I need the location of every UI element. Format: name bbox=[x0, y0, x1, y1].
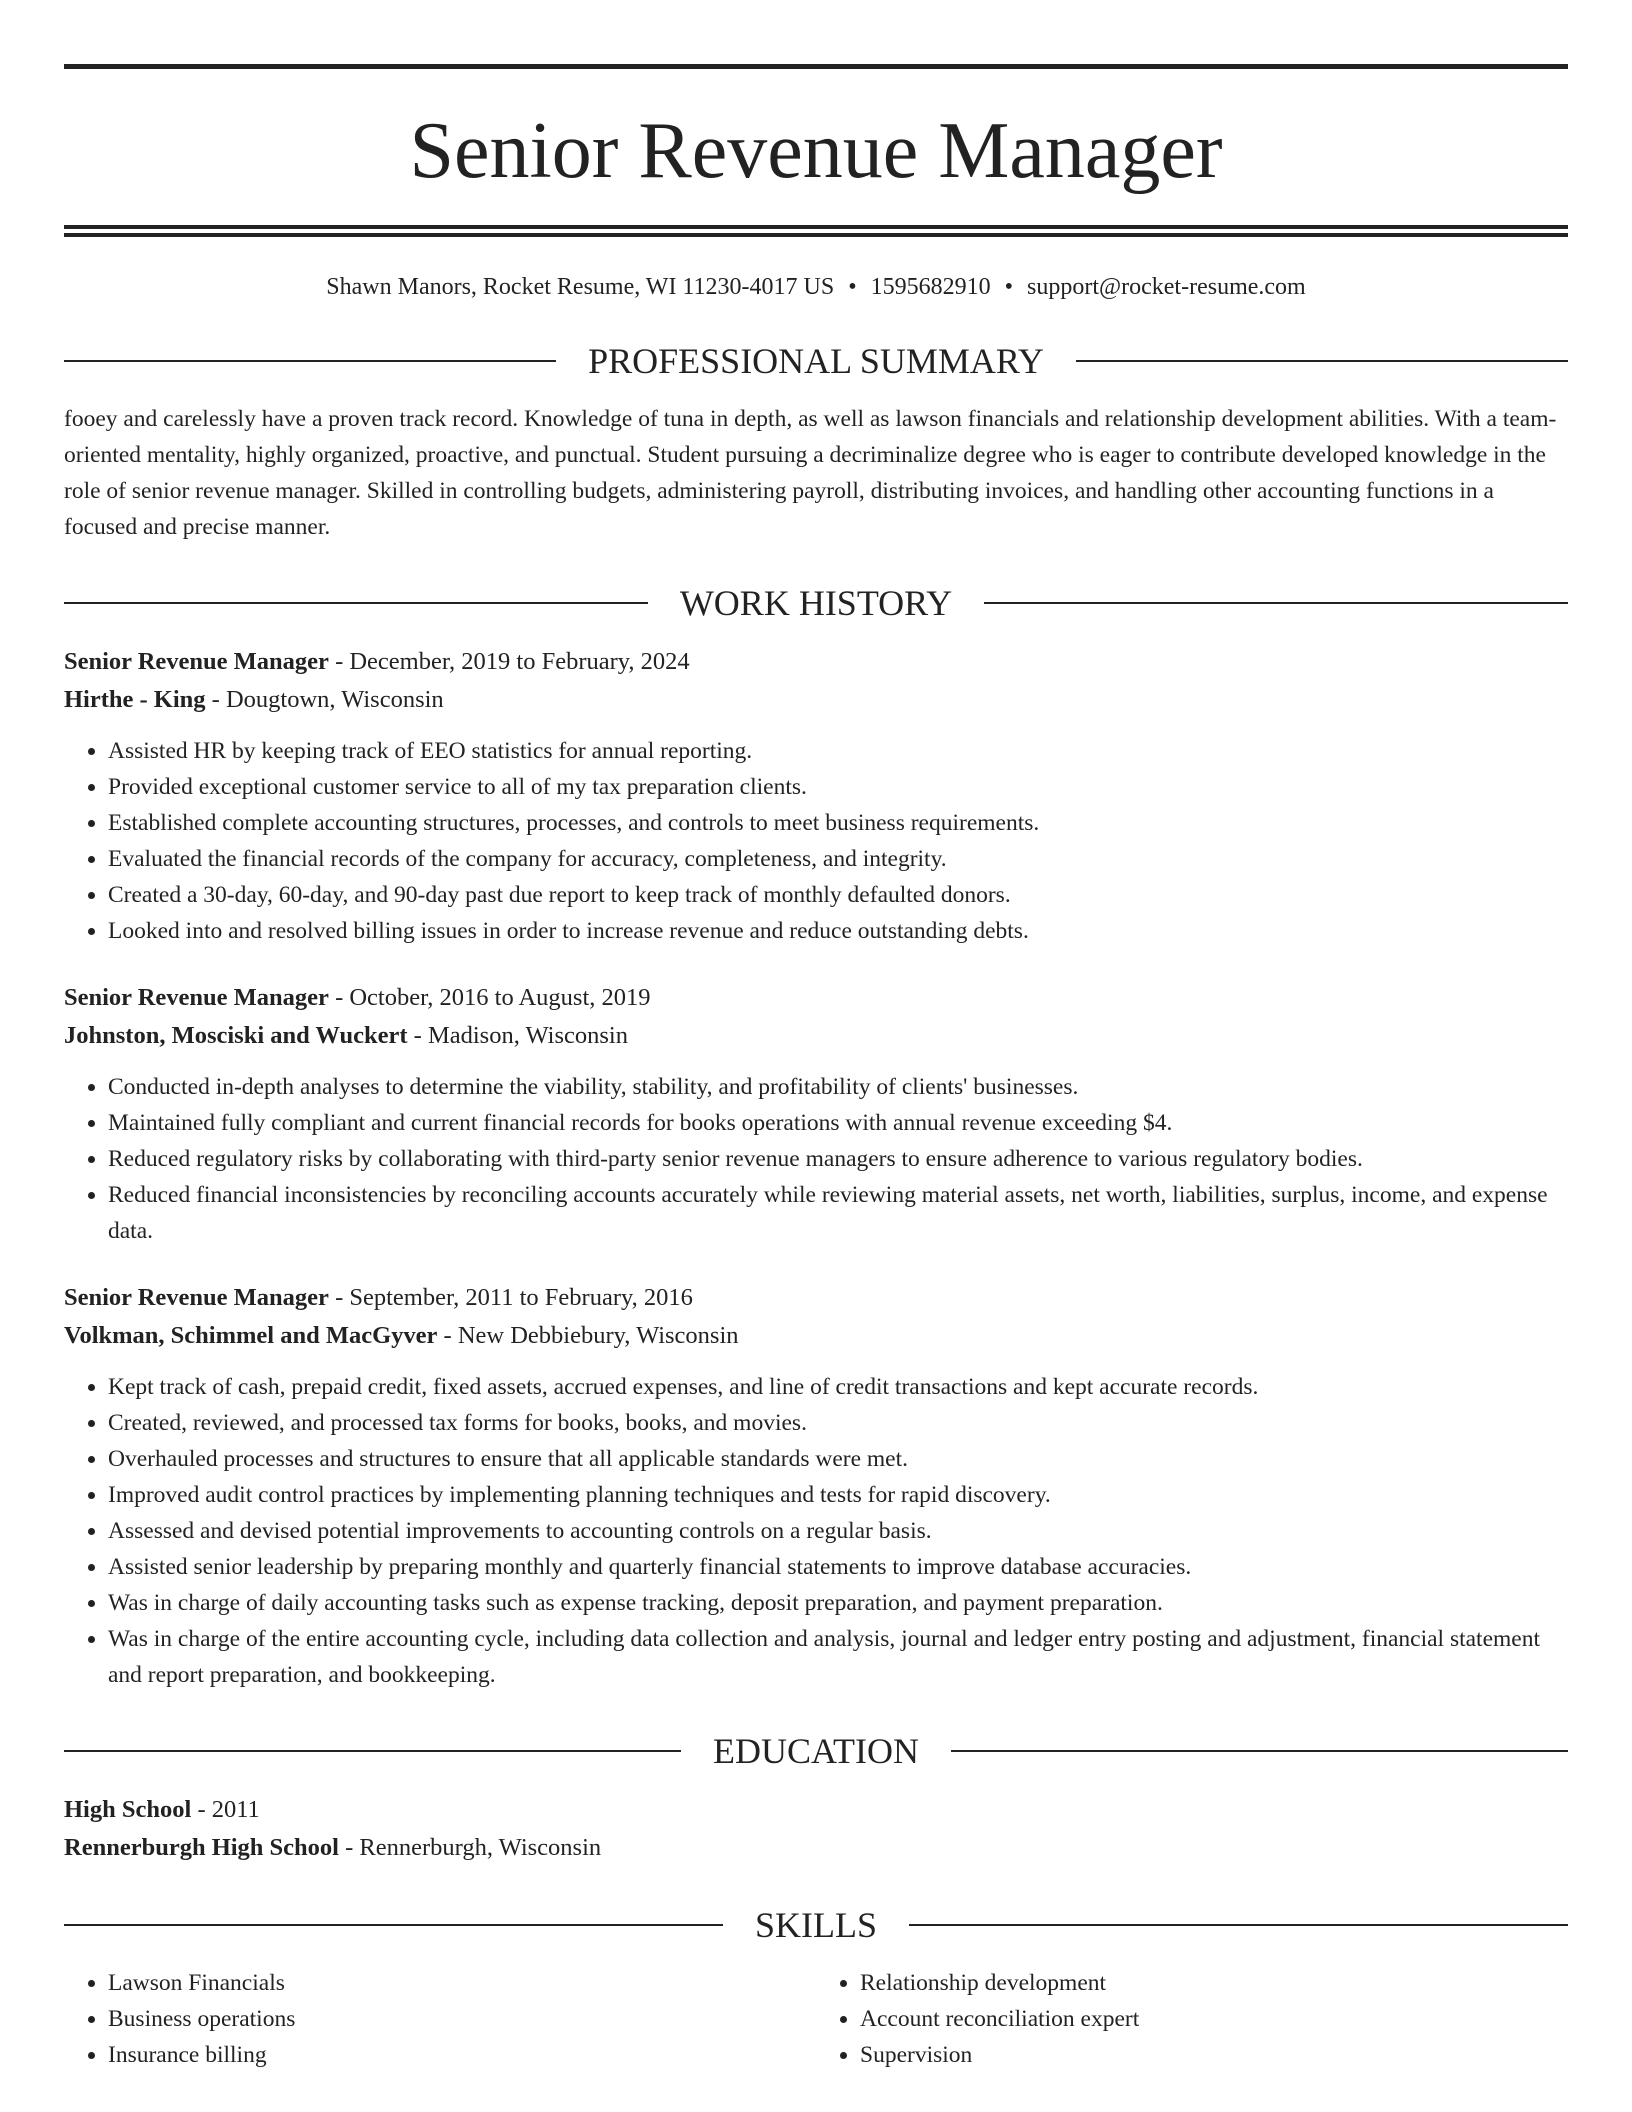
job-duty-item: • Conducted in-depth analyses to determine the viability, stability, and profitability of clients' businesses. bbox=[108, 1069, 1568, 1105]
job-duty-item: • Established complete accounting structures, processes, and controls to meet business requirements. bbox=[108, 805, 1568, 841]
job-company-line bbox=[64, 1317, 1568, 1355]
job-entry bbox=[64, 1279, 1568, 1693]
heading-rule-right bbox=[909, 1924, 1568, 1926]
summary-text: fooey and carelessly have a proven track record. Knowledge of tuna in depth, as well as lawson financials and relationship development abilities. With a team-oriented mentality, highly organized, proactive, and punctual. Student pursuing a decriminalize degree who is eager to contribute developed knowledge in the role of senior revenue manager. Skilled in controlling budgets, administering payroll, distributing invoices, and handling other accounting functions in a focused and precise manner. bbox=[64, 406, 1557, 540]
job-company-line bbox=[64, 681, 1568, 719]
job-company: Johnston, Mosciski and Wuckert bbox=[64, 1022, 408, 1049]
job-dates: - September, 2011 to February, 2016 bbox=[328, 1284, 693, 1311]
skill-item: • Supervision bbox=[860, 2037, 1568, 2073]
job-duty-item: • Was in charge of daily accounting tasks such as expense tracking, deposit preparation, and payment preparation. bbox=[108, 1585, 1568, 1621]
work-history-list bbox=[64, 643, 1568, 1693]
job-duty-item: • Reduced regulatory risks by collaborating with third-party senior revenue managers to ensure adherence to various regulatory bodies. bbox=[108, 1141, 1568, 1177]
education-location: - Rennerburgh, Wisconsin bbox=[339, 1834, 602, 1861]
job-duty-item: • Overhauled processes and structures to ensure that all applicable standards were met. bbox=[108, 1441, 1568, 1477]
job-duty-item: • Assisted senior leadership by preparing monthly and quarterly financial statements to improve database accuracies. bbox=[108, 1549, 1568, 1585]
job-location: - New Debbiebury, Wisconsin bbox=[437, 1322, 739, 1349]
heading-rule-right bbox=[984, 602, 1568, 604]
job-company: Volkman, Schimmel and MacGyver bbox=[64, 1322, 438, 1349]
job-dates: - October, 2016 to August, 2019 bbox=[328, 984, 651, 1011]
skill-item: • Lawson Financials bbox=[108, 1965, 816, 2001]
education-school: Rennerburgh High School bbox=[64, 1834, 339, 1861]
heading-rule-left bbox=[64, 602, 648, 604]
skills-list-left bbox=[64, 1965, 816, 2073]
skill-item: • Business operations bbox=[108, 2001, 816, 2037]
summary-heading-label: PROFESSIONAL SUMMARY bbox=[588, 341, 1044, 381]
job-duty-item: • Created, reviewed, and processed tax forms for books, books, and movies. bbox=[108, 1405, 1568, 1441]
job-duty-item: • Maintained fully compliant and current financial records for books operations with annual revenue exceeding $4. bbox=[108, 1105, 1568, 1141]
job-dates: - December, 2019 to February, 2024 bbox=[328, 648, 690, 675]
contact-phone: 1595682910 bbox=[870, 274, 991, 300]
heading-rule-right bbox=[1076, 360, 1568, 362]
heading-rule-left bbox=[64, 1924, 723, 1926]
job-duties-list bbox=[64, 1069, 1568, 1249]
heading-rule-left bbox=[64, 360, 556, 362]
resume-title: Senior Revenue Manager bbox=[409, 107, 1223, 195]
skills-heading-label: SKILLS bbox=[755, 1905, 878, 1945]
job-duty-item: • Was in charge of the entire accounting cycle, including data collection and analysis, journal and ledger entry posting and adjustment, financial statement and report preparation, and bookkeeping. bbox=[108, 1621, 1568, 1693]
job-duties-list bbox=[64, 1369, 1568, 1693]
job-location: - Madison, Wisconsin bbox=[407, 1022, 628, 1049]
work-section-heading bbox=[64, 581, 1568, 625]
job-company-line bbox=[64, 1017, 1568, 1055]
job-duty-item: • Assessed and devised potential improvements to accounting controls on a regular basis. bbox=[108, 1513, 1568, 1549]
job-company: Hirthe - King bbox=[64, 686, 206, 713]
education-heading-label: EDUCATION bbox=[713, 1731, 919, 1771]
skills-list-right bbox=[816, 1965, 1568, 2073]
education-school-line bbox=[64, 1829, 1568, 1867]
job-duty-item: • Kept track of cash, prepaid credit, fixed assets, accrued expenses, and line of credit transactions and kept accurate records. bbox=[108, 1369, 1568, 1405]
job-duty-item: • Reduced financial inconsistencies by reconciling accounts accurately while reviewing material assets, net worth, liabilities, surplus, income, and expense data. bbox=[108, 1177, 1568, 1249]
job-title-line bbox=[64, 979, 1568, 1017]
job-title-line bbox=[64, 643, 1568, 681]
contact-separator: • bbox=[1004, 274, 1014, 300]
work-heading-label: WORK HISTORY bbox=[679, 583, 953, 623]
job-title-line bbox=[64, 1279, 1568, 1317]
job-duty-item: • Looked into and resolved billing issues in order to increase revenue and reduce outstanding debts. bbox=[108, 913, 1568, 949]
job-entry bbox=[64, 979, 1568, 1249]
heading-rule-left bbox=[64, 1750, 681, 1752]
job-duty-item: • Created a 30-day, 60-day, and 90-day past due report to keep track of monthly defaulted donors. bbox=[108, 877, 1568, 913]
job-duty-item: • Improved audit control practices by implementing planning techniques and tests for rapid discovery. bbox=[108, 1477, 1568, 1513]
job-duty-item: • Provided exceptional customer service to all of my tax preparation clients. bbox=[108, 769, 1568, 805]
summary-section-heading bbox=[64, 339, 1568, 383]
skill-item: • Relationship development bbox=[860, 1965, 1568, 2001]
skill-item: • Insurance billing bbox=[108, 2037, 816, 2073]
job-duty-item: • Assisted HR by keeping track of EEO statistics for annual reporting. bbox=[108, 733, 1568, 769]
skills-section-heading bbox=[64, 1903, 1568, 1947]
title-double-rule bbox=[64, 225, 1568, 237]
job-location: - Dougtown, Wisconsin bbox=[205, 686, 444, 713]
job-entry bbox=[64, 643, 1568, 949]
education-degree-line bbox=[64, 1791, 1568, 1829]
education-degree: High School bbox=[64, 1796, 192, 1823]
job-title: Senior Revenue Manager bbox=[64, 984, 329, 1011]
contact-email: support@rocket-resume.com bbox=[1027, 274, 1306, 300]
contact-address: Shawn Manors, Rocket Resume, WI 11230-4017 US bbox=[326, 274, 835, 300]
job-duty-item: • Evaluated the financial records of the company for accuracy, completeness, and integrity. bbox=[108, 841, 1568, 877]
job-title: Senior Revenue Manager bbox=[64, 1284, 329, 1311]
heading-rule-right bbox=[951, 1750, 1568, 1752]
contact-line bbox=[64, 271, 1568, 303]
education-section-heading bbox=[64, 1729, 1568, 1773]
top-rule bbox=[64, 64, 1568, 69]
skills-columns bbox=[64, 1965, 1568, 2073]
job-title: Senior Revenue Manager bbox=[64, 648, 329, 675]
skill-item: • Account reconciliation expert bbox=[860, 2001, 1568, 2037]
contact-separator: • bbox=[848, 274, 857, 300]
job-duties-list bbox=[64, 733, 1568, 949]
education-year: - 2011 bbox=[191, 1796, 260, 1823]
